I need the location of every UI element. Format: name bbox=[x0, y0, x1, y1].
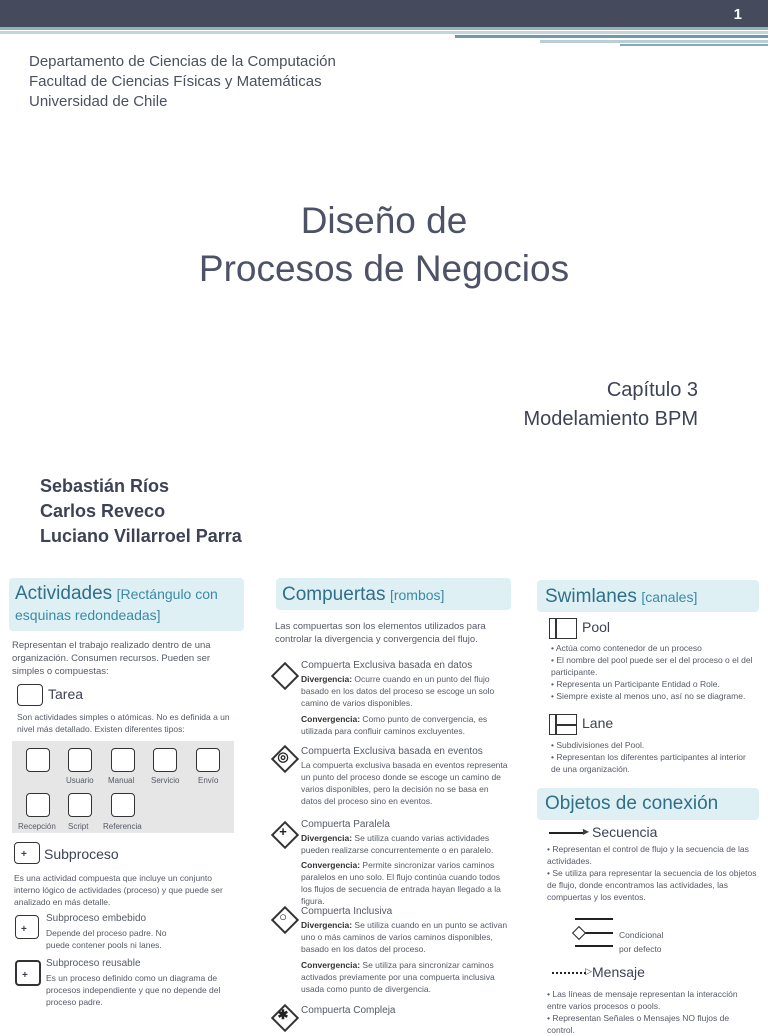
author-3: Luciano Villarroel Parra bbox=[40, 526, 242, 546]
task-type-receive: Recepción bbox=[18, 822, 56, 831]
page-number: 1 bbox=[733, 6, 742, 23]
reusable-subprocess-label: Subproceso reusable bbox=[46, 958, 141, 969]
gateway-3-div-key: Divergencia: bbox=[301, 833, 353, 843]
message-flow-icon: ▷ bbox=[552, 972, 586, 974]
page-title bbox=[0, 197, 768, 293]
embedded-subprocess-label: Subproceso embebido bbox=[46, 913, 147, 924]
asterisk-icon: ✱ bbox=[277, 1007, 289, 1022]
embedded-subprocess-icon: + bbox=[15, 915, 39, 939]
pool-point-2: • El nombre del pool puede ser el del proceso o el del participante. bbox=[551, 655, 753, 677]
author-2: Carlos Reveco bbox=[40, 501, 166, 521]
conditional-flows-icon bbox=[575, 914, 615, 950]
circle-icon: ○ bbox=[279, 909, 287, 924]
connections-title: Objetos de conexión bbox=[545, 793, 719, 814]
gateway-3-conv-text: Permite sincronizar varios caminos paralelos en uno solo. El flujo continúa cuando todos los flujos de secuencia de entrada hayan llegado a la figura. bbox=[301, 860, 501, 906]
gateways-title-note: [rombos] bbox=[389, 587, 445, 603]
gateway-3-convergence bbox=[301, 859, 511, 907]
gateway-4-convergence bbox=[301, 959, 513, 995]
title-line-1: Diseño de bbox=[300, 200, 468, 241]
task-type-reference: Referencia bbox=[103, 822, 142, 831]
sequence-label: Secuencia bbox=[592, 824, 658, 840]
gateway-1-conv-text: Como punto de convergencia, es utilizada para confluir caminos excluyentes. bbox=[301, 714, 488, 736]
pool-point-4: • Siempre existe al menos uno, así no se diagrame. bbox=[551, 691, 746, 701]
reusable-subprocess-icon: + bbox=[15, 960, 41, 986]
script-task-icon bbox=[68, 793, 92, 817]
lane-label: Lane bbox=[582, 715, 614, 731]
faculty-line: Facultad de Ciencias Físicas y Matemáticas bbox=[29, 73, 322, 90]
reusable-subprocess-description: Es un proceso definido como un diagrama de procesos independiente y que no depende del proceso padre. bbox=[46, 973, 221, 1007]
subprocess-icon: + bbox=[14, 842, 40, 864]
gateway-2-name: Compuerta Exclusiva basada en eventos bbox=[301, 746, 483, 757]
gateway-5-name: Compuerta Compleja bbox=[301, 1005, 396, 1016]
plus-icon: + bbox=[279, 824, 287, 839]
reference-task-icon bbox=[111, 793, 135, 817]
swimlanes-title-note: [canales] bbox=[641, 589, 698, 605]
gateway-3-div-text: Se utiliza cuando varias actividades pueden realizarse concurrentemente o en paralelo. bbox=[301, 833, 494, 855]
title-line-2: Procesos de Negocios bbox=[198, 248, 570, 289]
task-type-user: Usuario bbox=[66, 776, 94, 785]
lane-points bbox=[551, 739, 756, 775]
activities-title-note: [Rectángulo con esquinas redondeadas] bbox=[15, 586, 218, 623]
sequence-points bbox=[547, 843, 757, 903]
default-label: por defecto bbox=[619, 944, 662, 954]
gateway-4-div-key: Divergencia: bbox=[301, 920, 353, 930]
gateway-2-description: La compuerta exclusiva basada en eventos representa un punto del proceso donde se escoge un camino de varios disponibles, pero la decisión no se basa en datos del proceso sino en eventos. bbox=[301, 760, 508, 806]
department-line: Departamento de Ciencias de la Computación bbox=[29, 53, 336, 70]
authors-list bbox=[40, 474, 242, 549]
event-circle-icon: ◎ bbox=[277, 749, 289, 764]
swimlanes-title: Swimlanes bbox=[545, 586, 637, 607]
exclusive-data-gateway-icon bbox=[271, 662, 299, 690]
gateway-4-conv-key: Convergencia: bbox=[301, 960, 361, 970]
gateway-4-name: Compuerta Inclusiva bbox=[301, 906, 393, 917]
sequence-point-2: • Se utiliza para representar la secuencia de los objetos de flujo, donde encontramos las actividades, las compuertas y los eventos. bbox=[547, 868, 757, 902]
gateway-4-div-text: Se utiliza cuando en un punto se activan uno o más caminos de varios caminos disponibles, basado en los datos del proceso. bbox=[301, 920, 508, 954]
author-1: Sebastián Ríos bbox=[40, 476, 170, 496]
subprocess-label: Subproceso bbox=[44, 846, 119, 862]
task-type-manual: Manual bbox=[108, 776, 135, 785]
receive-task-icon bbox=[26, 793, 50, 817]
gateway-1-conv-key: Convergencia: bbox=[301, 714, 361, 724]
message-point-2: • Representan Señales o Mensajes NO flujos de control. bbox=[547, 1013, 730, 1035]
sequence-point-1: • Representan el control de flujo y la secuencia de las actividades. bbox=[547, 844, 749, 866]
service-task-icon bbox=[153, 748, 177, 772]
gateway-4-divergence bbox=[301, 919, 513, 955]
plain-task-icon bbox=[26, 748, 50, 772]
sequence-arrow-icon: ▶ bbox=[549, 832, 585, 834]
message-points bbox=[547, 988, 757, 1036]
gateway-1-divergence bbox=[301, 673, 511, 709]
task-description: Son actividades simples o atómicas. No es definida a un nivel más detallado. Existen diferentes tipos: bbox=[17, 712, 230, 734]
gateway-4-conv-text: Se utiliza para sincronizar caminos activados previamente por una compuerta inclusiva usada como punto de divergencia. bbox=[301, 960, 495, 994]
pool-label: Pool bbox=[582, 619, 611, 635]
user-task-icon bbox=[68, 748, 92, 772]
lane-point-2: • Representan los diferentes participantes al interior de una organización. bbox=[551, 752, 746, 774]
message-label: Mensaje bbox=[592, 964, 645, 980]
conditional-label: Condicional bbox=[619, 930, 664, 940]
send-task-icon bbox=[196, 748, 220, 772]
lane-icon bbox=[549, 714, 577, 735]
department-block bbox=[29, 52, 336, 112]
gateway-1-div-key: Divergencia: bbox=[301, 674, 353, 684]
chapter-subtitle: Modelamiento BPM bbox=[523, 408, 698, 430]
subprocess-description: Es una actividad compuesta que incluye un conjunto interno lógico de actividades (proceso) y que puede ser analizado en más detalle. bbox=[14, 873, 223, 907]
activities-header bbox=[9, 578, 244, 631]
gateway-3-divergence bbox=[301, 832, 511, 856]
task-type-service: Servicio bbox=[151, 776, 180, 785]
pool-point-1: • Actúa como contenedor de un proceso bbox=[551, 643, 702, 653]
embedded-subprocess-description: Depende del proceso padre. No puede contener pools ni lanes. bbox=[46, 928, 167, 950]
top-bar bbox=[0, 0, 768, 27]
gateway-3-conv-key: Convergencia: bbox=[301, 860, 361, 870]
task-type-script: Script bbox=[68, 822, 89, 831]
connections-header bbox=[537, 788, 759, 820]
gateways-title: Compuertas bbox=[282, 584, 386, 605]
gateway-3-name: Compuerta Paralela bbox=[301, 819, 390, 830]
task-icon bbox=[17, 684, 43, 706]
activities-title: Actividades bbox=[15, 583, 113, 604]
task-type-send: Envío bbox=[198, 776, 219, 785]
chapter-block bbox=[523, 376, 698, 434]
gateway-1-div-text: Ocurre cuando en un punto del flujo basado en los datos del proceso se escoge un solo camino de varios disponibles. bbox=[301, 674, 495, 708]
pool-point-3: • Representa un Participante Entidad o Role. bbox=[551, 679, 720, 689]
gateway-1-convergence bbox=[301, 713, 511, 737]
university-line: Universidad de Chile bbox=[29, 93, 168, 110]
pool-points bbox=[551, 642, 756, 702]
gateways-intro: Las compuertas son los elementos utilizados para controlar la divergencia y convergencia del flujo. bbox=[275, 621, 486, 645]
chapter-number: Capítulo 3 bbox=[606, 379, 698, 401]
gateway-1-name: Compuerta Exclusiva basada en datos bbox=[301, 660, 473, 671]
swimlanes-header bbox=[537, 580, 759, 612]
gateways-header bbox=[276, 578, 511, 610]
pool-icon bbox=[549, 618, 577, 639]
message-point-1: • Las líneas de mensaje representan la interacción entre varios procesos o pools. bbox=[547, 989, 738, 1011]
task-label: Tarea bbox=[48, 686, 84, 702]
manual-task-icon bbox=[111, 748, 135, 772]
lane-point-1: • Subdivisiones del Pool. bbox=[551, 740, 645, 750]
activities-intro: Representan el trabajo realizado dentro de una organización. Consumen recursos. Pueden ser simples o compuestas: bbox=[12, 640, 211, 677]
